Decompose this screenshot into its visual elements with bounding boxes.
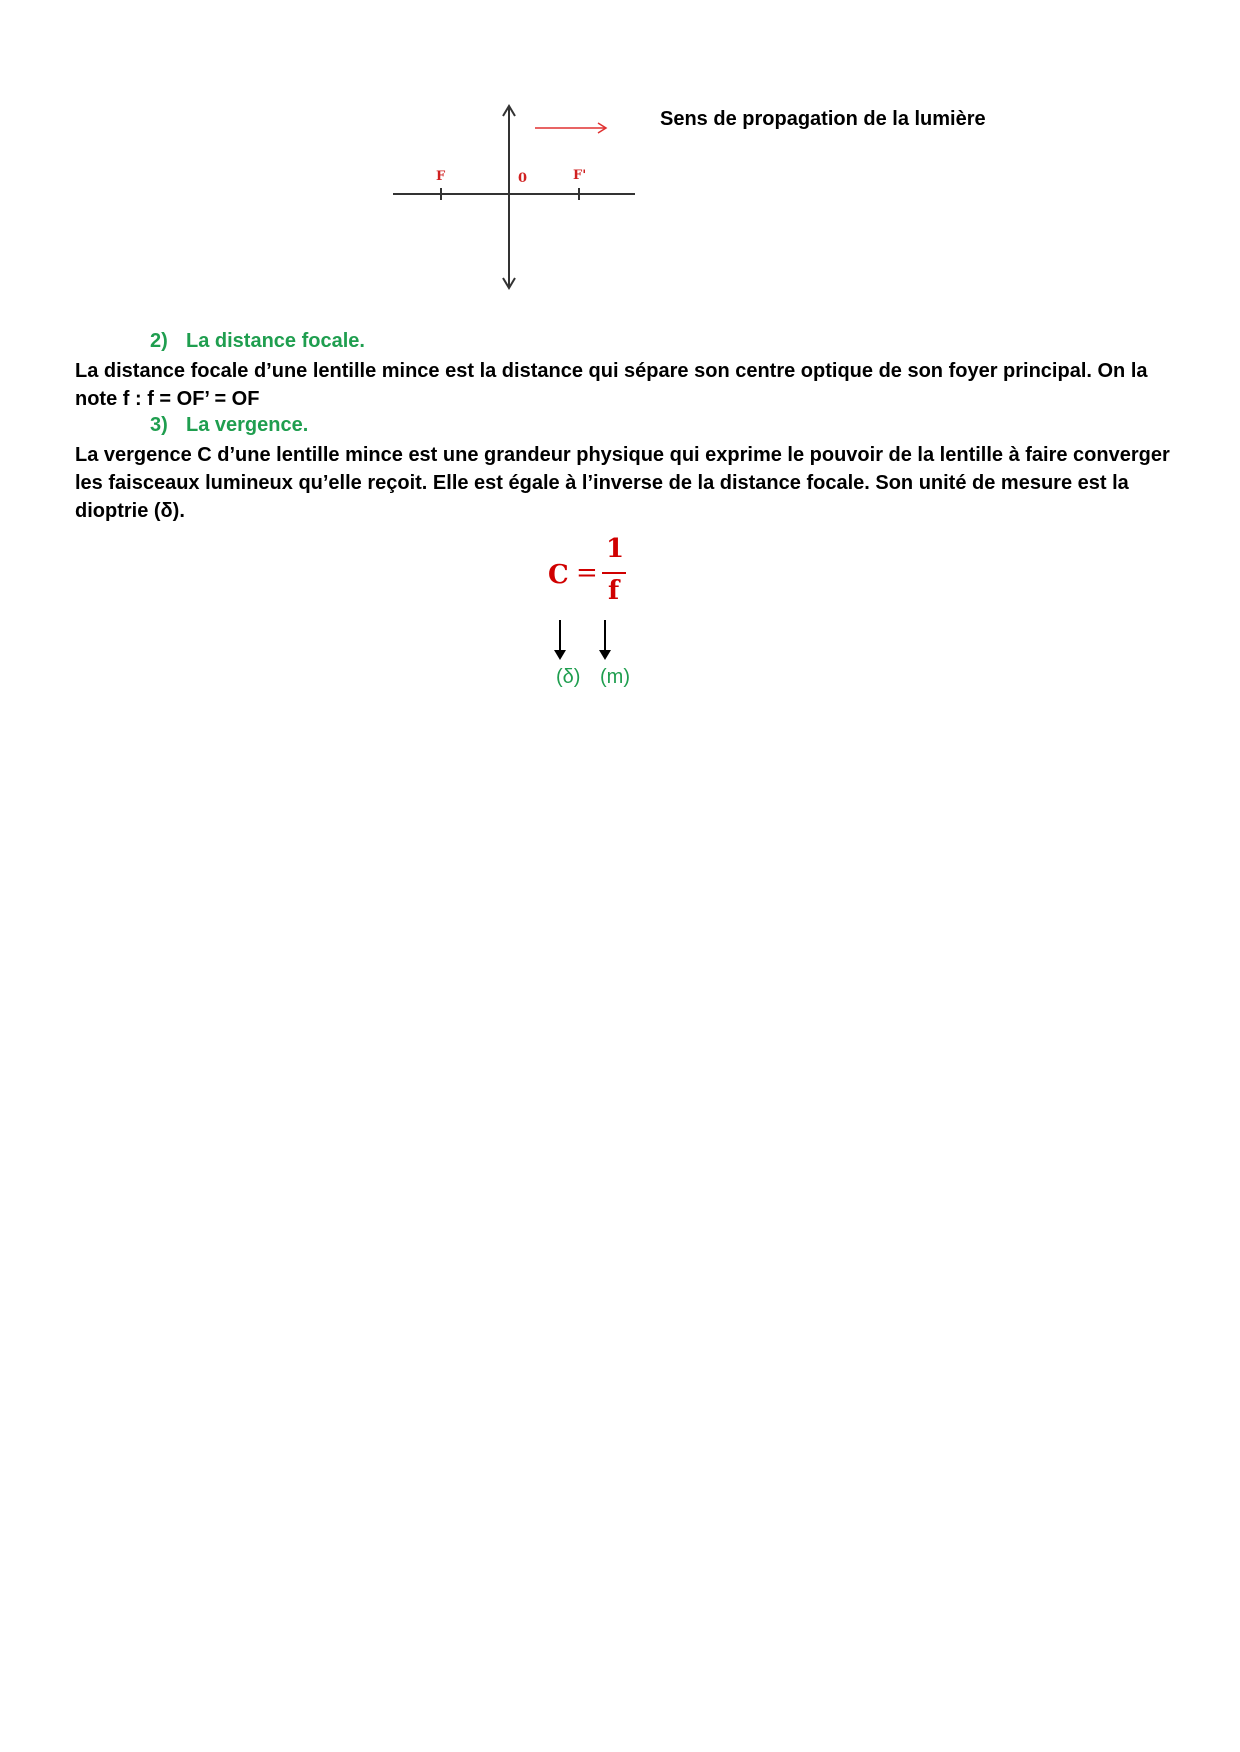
formula-equals: = <box>576 558 598 588</box>
section-2-text: La distance focale d’une lentille mince est la distance qui sépare son centre optique de son foyer principal. On la note f : f = OF’ = OF <box>75 360 1148 410</box>
section-3-number: 3) <box>150 414 168 436</box>
section-3-text: La vergence C d’une lentille mince est une grandeur physique qui exprime le pouvoir de la lentille à faire converger les faisceaux lumineux qu’elle reçoit. Elle est égale à l’inverse de la distance focale. Son unité de mesure est la dioptrie (δ). <box>75 444 1170 522</box>
section-2-number: 2) <box>150 330 168 352</box>
fraction-bar <box>602 572 626 574</box>
formula-denominator: f <box>608 576 620 606</box>
unit-dioptre: (δ) <box>556 666 581 688</box>
lens-diagram <box>390 100 650 300</box>
propagation-label: Sens de propagation de la lumière <box>660 108 986 130</box>
arrow-down-c-head <box>554 650 566 660</box>
section-2-title: La distance focale. <box>186 330 365 352</box>
formula-numerator: 1 <box>606 534 625 564</box>
unit-arrows <box>548 618 628 662</box>
label-o: 0 <box>518 171 528 186</box>
arrow-down-f-head <box>599 650 611 660</box>
section-3-heading <box>150 414 308 437</box>
section-2-heading <box>150 330 365 353</box>
formula-lhs: C <box>548 560 569 590</box>
label-f: F <box>436 169 446 184</box>
label-f-prime: F' <box>573 168 587 183</box>
unit-metre: (m) <box>600 666 630 688</box>
section-3-title: La vergence. <box>186 414 309 436</box>
